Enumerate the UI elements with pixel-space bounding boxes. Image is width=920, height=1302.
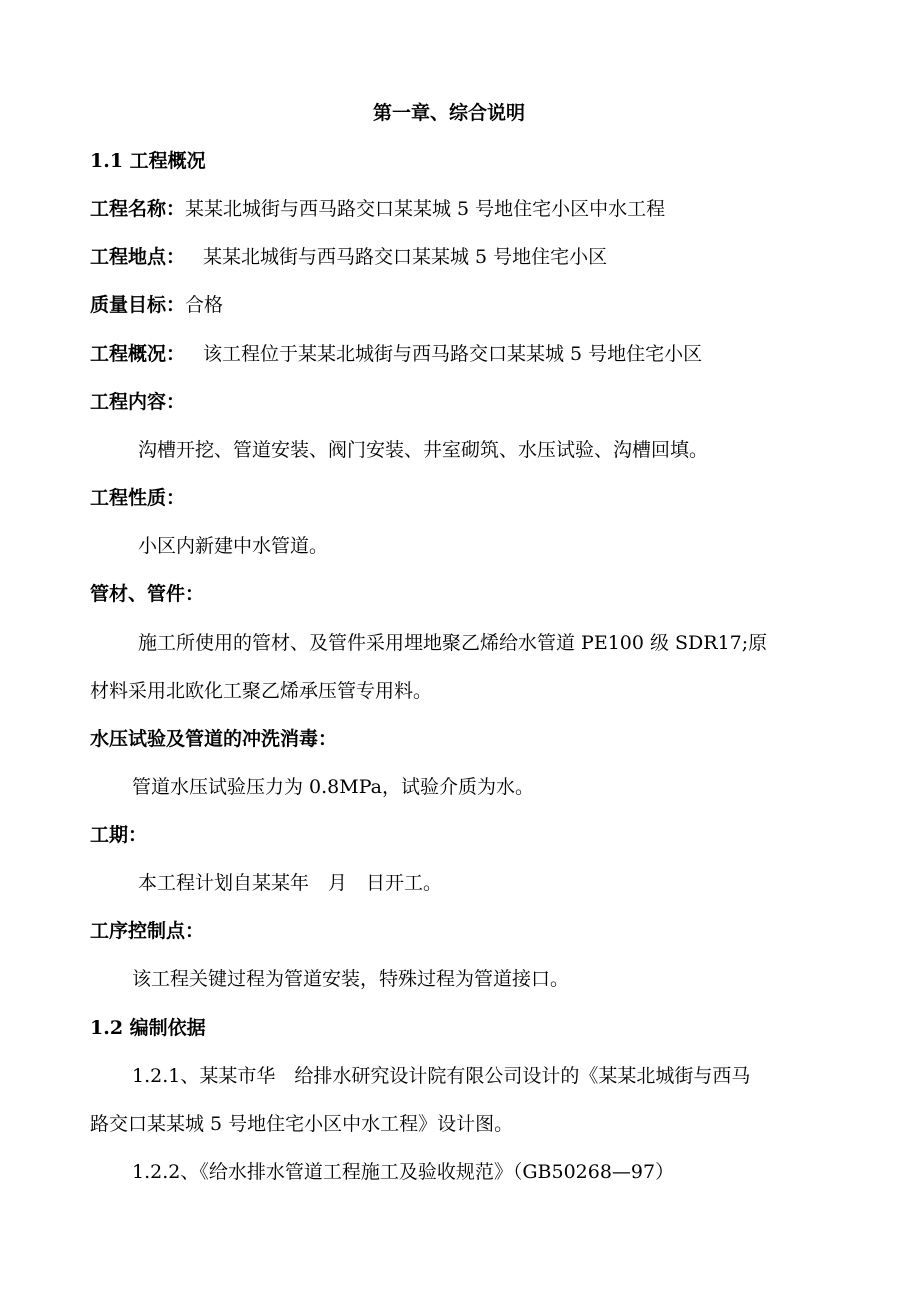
materials-line-2: 材料采用北欧化工聚乙烯承压管专用料。 (90, 680, 433, 702)
project-location-row (90, 245, 607, 269)
quality-target-row (90, 293, 223, 317)
project-nature-value: 小区内新建中水管道。 (138, 535, 329, 557)
section-heading-1-2: 1.2 编制依据 (90, 1017, 206, 1039)
project-content-value: 沟槽开挖、管道安装、阀门安装、井室砌筑、水压试验、沟槽回填。 (138, 439, 709, 461)
project-overview-value: 该工程位于某某北城街与西马路交口某某城 5 号地住宅小区 (203, 343, 703, 365)
project-name-label: 工程名称： (90, 198, 186, 220)
process-control-label: 工序控制点： (90, 920, 205, 942)
materials-line-1: 施工所使用的管材、及管件采用埋地聚乙烯给水管道 PE100 级 SDR17;原 (138, 632, 768, 654)
quality-target-value: 合格 (185, 294, 224, 316)
basis-item-2: 1.2.2、《给水排水管道工程施工及验收规范》（GB50268—97） (132, 1161, 675, 1183)
materials-label: 管材、管件： (90, 583, 205, 605)
basis-item-1-line-1: 1.2.1、某某市华 给排水研究设计院有限公司设计的《某某北城街与西马 (132, 1065, 751, 1087)
project-overview-label: 工程概况： (90, 343, 186, 365)
project-name-row (90, 197, 665, 221)
basis-item-1-line-2: 路交口某某城 5 号地住宅小区中水工程》设计图。 (90, 1113, 514, 1135)
project-content-label: 工程内容： (90, 391, 186, 413)
schedule-value: 本工程计划自某某年 月 日开工。 (138, 872, 443, 894)
pressure-test-label: 水压试验及管道的冲洗消毒： (90, 728, 338, 750)
section-heading-1-1: 1.1 工程概况 (90, 150, 206, 172)
schedule-label: 工期： (90, 824, 148, 846)
pressure-test-value: 管道水压试验压力为 0.8MPa，试验介质为水。 (132, 776, 534, 798)
project-overview-row (90, 342, 702, 366)
chapter-title: 第一章、综合说明 (373, 102, 526, 124)
process-control-value: 该工程关键过程为管道安装，特殊过程为管道接口。 (132, 968, 570, 990)
project-location-label: 工程地点： (90, 246, 186, 268)
project-name-value: 某某北城街与西马路交口某某城 5 号地住宅小区中水工程 (185, 198, 666, 220)
project-location-value: 某某北城街与西马路交口某某城 5 号地住宅小区 (203, 246, 608, 268)
quality-target-label: 质量目标： (90, 294, 186, 316)
project-nature-label: 工程性质： (90, 487, 186, 509)
